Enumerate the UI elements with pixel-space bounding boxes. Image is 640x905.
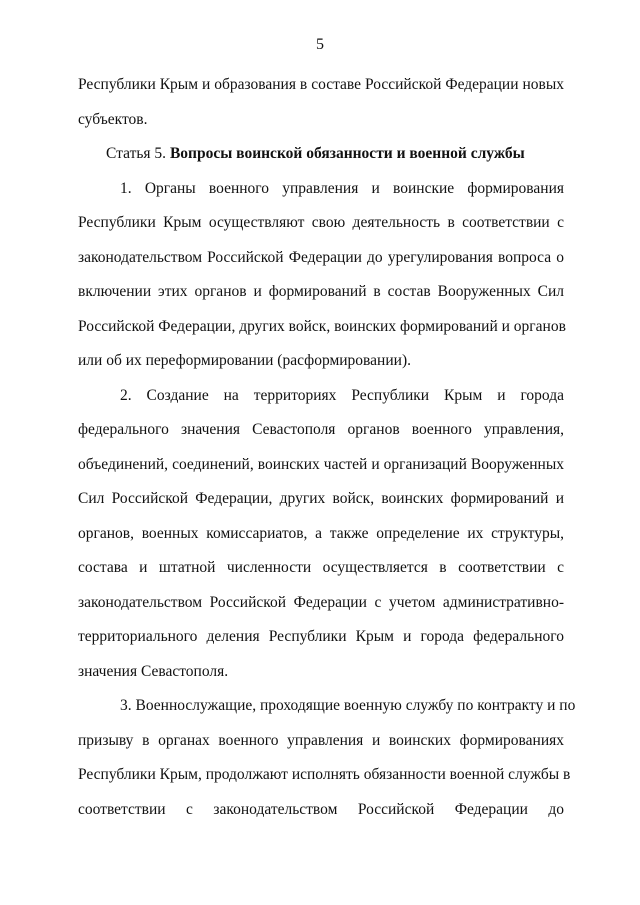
text-line: Республики Крым, продолжают исполнять обязанности военной службы в <box>78 766 571 783</box>
text-line: состава и штатной численности осуществляется в соответствии с <box>78 559 564 576</box>
text-line: включении этих органов и формирований в состав Вооруженных Сил <box>78 283 564 300</box>
document-body <box>78 68 576 827</box>
text-line: 1. Органы военного управления и воинские формирования <box>120 179 564 197</box>
text-line: Республики Крым и образования в составе Российской Федерации новых <box>78 76 564 93</box>
text-line: федерального значения Севастополя органов военного управления, <box>78 421 564 438</box>
text-line: 3. Военнослужащие, проходящие военную службу по контракту и по <box>120 697 576 714</box>
text-line: законодательством Российской Федерации до урегулирования вопроса о <box>78 248 564 266</box>
text-line: соответствии с законодательством Российской Федерации до <box>78 800 564 818</box>
text-line: объединений, соединений, воинских частей и организаций Вооруженных <box>78 455 564 473</box>
text-line: значения Севастополя. <box>78 662 229 680</box>
text-line: призыву в органах военного управления и воинских формированиях <box>78 731 564 749</box>
article-title: Вопросы воинской обязанности и военной службы <box>169 145 525 162</box>
text-line: территориального деления Республики Крым и города федерального <box>78 628 564 645</box>
article-heading <box>78 137 564 172</box>
text-line: субъектов. <box>78 110 148 128</box>
text-line: Сил Российской Федерации, других войск, воинских формирований и <box>78 490 564 507</box>
text-line: Российской Федерации, других войск, воинских формирований и органов <box>78 317 566 335</box>
text-line: законодательством Российской Федерации с учетом административно- <box>78 593 564 611</box>
text-line: Республики Крым осуществляют свою деятельность в соответствии с <box>78 214 564 231</box>
text-line: органов, военных комиссариатов, а также определение их структуры, <box>78 524 564 542</box>
text-line: 2. Создание на территориях Республики Крым и города <box>120 386 564 404</box>
page-number: 5 <box>316 36 324 53</box>
article-number: Статья 5. <box>106 145 167 162</box>
text-line: или об их переформировании (расформировании). <box>78 352 411 369</box>
